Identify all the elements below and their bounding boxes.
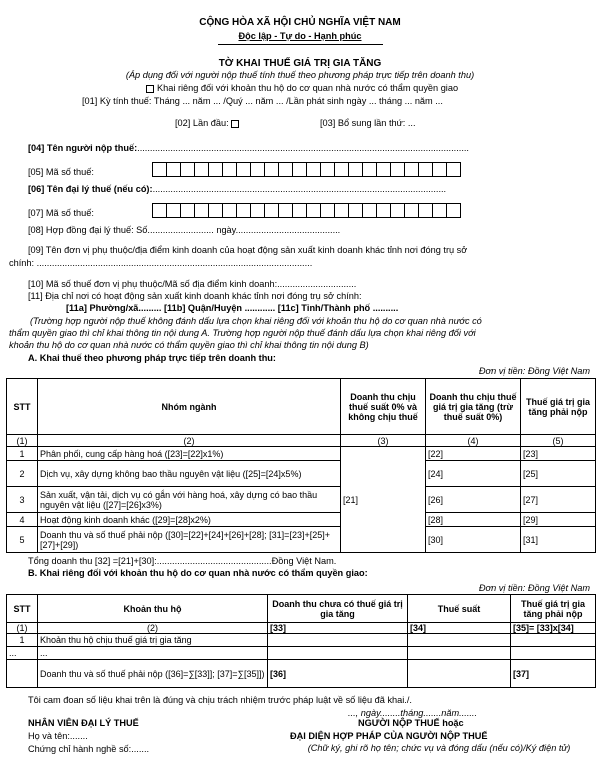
dependent-unit-cont: chính: ............................................................................................................: [9, 258, 313, 268]
signature-date: ..., ngày........tháng.......năm.......: [348, 708, 478, 718]
agent-tax-code-cells[interactable]: [152, 203, 460, 218]
taxpayer-name[interactable]: [04] Tên người nộp thuế:..................................................................................................................................: [28, 143, 469, 153]
table-row: 1 Khoản thu hộ chịu thuế giá trị gia tăng: [7, 634, 596, 647]
note: (Trường hợp người nộp thuế không đánh dấu lựa chọn khai riêng đối với khoản thu hộ do cơ quan nhà nước có: [30, 316, 482, 326]
col-number: [34]: [408, 623, 511, 634]
header-divider: [218, 44, 383, 45]
table-row: 2 Dịch vụ, xây dựng không bao thầu nguyên vật liệu ([25]=[24]x5%) [24] [25]: [7, 461, 596, 487]
col-number: (2): [38, 435, 341, 447]
merged-cell[interactable]: [21]: [341, 447, 426, 553]
motto: Độc lập - Tự do - Hạnh phúc: [238, 31, 362, 41]
table-row: 4 Hoạt động kinh doanh khác ([29]=[28]x2%) [28] [29]: [7, 513, 596, 527]
table-row: Doanh thu và số thuế phải nộp ([36]=∑[33]]; [37]=∑[35]]) [36] [37]: [7, 660, 596, 688]
dependent-unit: [09] Tên đơn vị phụ thuộc/địa điểm kinh doanh của hoạt động sản xuất kinh doanh khác tỉnh nơi đóng trụ sở: [28, 245, 468, 255]
dependent-tax-code: [10] Mã số thuế đơn vị phụ thuộc/Mã số địa điểm kinh doanh:...............................: [28, 279, 357, 289]
table-row: 5 Doanh thu và số thuế phải nộp ([30]=[22]+[24]+[26]+[28]; [31]=[23]+[25]+[27]+[29]) [30] [31]: [7, 527, 596, 553]
taxpayer-rep-title: ĐẠI DIỆN HỢP PHÁP CỦA NGƯỜI NỘP THUẾ: [290, 731, 488, 741]
agent-name: Họ và tên:.......: [28, 731, 88, 741]
tax-period: [01] Kỳ tính thuế: Tháng ... năm ... /Quý ... năm ... /Lần phát sinh ngày ... tháng ... năm ...: [82, 96, 443, 106]
total-revenue: Tổng doanh thu [32] =[21]+[30]:.............................................Đồng Việt Nam.: [28, 556, 337, 566]
taxpayer-title: NGƯỜI NỘP THUẾ hoặc: [358, 718, 464, 728]
table-row: 1 Phân phối, cung cấp hàng hoá ([23]=[22]x1%) [21] [22] [23]: [7, 447, 596, 461]
col-header: Doanh thu chịu thuế suất 0% và không chịu thuế: [341, 379, 426, 435]
agent-contract: [08] Hợp đồng đại lý thuế: Số.......................... ngày.........................................: [28, 225, 341, 235]
section-a-unit: Đơn vị tiền: Đồng Việt Nam: [478, 366, 590, 376]
section-a-table: [6, 378, 596, 553]
col-number: (4): [426, 435, 521, 447]
agent-name[interactable]: [06] Tên đại lý thuế (nếu có):...................................................................................................................: [28, 184, 447, 194]
col-header: STT: [7, 379, 38, 435]
table-row: ... ...: [7, 647, 596, 660]
col-number: (1): [7, 623, 38, 634]
supplement: [03] Bổ sung lần thứ: ...: [320, 118, 416, 128]
first-time[interactable]: [02] Lần đầu:: [175, 118, 242, 128]
section-b-table: [6, 594, 596, 688]
checkbox-icon[interactable]: [146, 85, 154, 93]
col-number: (2): [38, 623, 268, 634]
agent-title: NHÂN VIÊN ĐẠI LÝ THUẾ: [28, 718, 139, 728]
note-cont2: khoản thu hộ do cơ quan nhà nước có thẩm quyền giao thì chỉ khai thông tin nội dung B): [9, 340, 369, 350]
checkbox-icon[interactable]: [231, 120, 239, 128]
section-a-title: A. Khai thuế theo phương pháp trực tiếp trên doanh thu:: [28, 353, 276, 363]
tax-code[interactable]: [05] Mã số thuế:: [28, 162, 460, 177]
agent-tax-code[interactable]: [07] Mã số thuế:: [28, 203, 460, 218]
col-header: Thuế giá trị gia tăng phải nộp: [511, 595, 596, 623]
col-header: Doanh thu chưa có thuế giá trị gia tăng: [268, 595, 408, 623]
business-address: [11] Địa chỉ nơi có hoạt động sản xuất kinh doanh khác tỉnh nơi đóng trụ sở chính:: [28, 291, 362, 301]
col-number: (5): [521, 435, 596, 447]
col-header: Thuế giá trị gia tăng phải nộp: [521, 379, 596, 435]
section-b-title: B. Khai riêng đối với khoản thu hộ do cơ quan nhà nước có thẩm quyền giao:: [28, 568, 368, 578]
taxpayer-sign-note: (Chữ ký, ghi rõ họ tên; chức vụ và đóng dấu (nếu có)/Ký điện tử): [307, 743, 571, 753]
section-b-unit: Đơn vị tiền: Đồng Việt Nam: [478, 583, 590, 593]
separate-option[interactable]: Khai riêng đối với khoản thu hộ do cơ quan nhà nước có thẩm quyền giao: [146, 83, 458, 93]
note-cont: thẩm quyền giao thì chỉ khai thông tin nội dung A. Trường hợp người nộp thuế đánh dấu lựa chọn khai riêng đối với: [9, 328, 476, 338]
declaration: Tôi cam đoan số liệu khai trên là đúng và chịu trách nhiệm trước pháp luật về số liệu đã khai./.: [28, 695, 412, 705]
table-row: 3 Sản xuất, vận tải, dịch vụ có gắn với hàng hoá, xây dựng có bao thầu nguyên vật liệu ([27]=[26]x3%) [26] [27]: [7, 487, 596, 513]
col-header: STT: [7, 595, 38, 623]
col-number: [33]: [268, 623, 408, 634]
address-parts: [11a] Phường/xã......... [11b] Quận/Huyện ............ [11c] Tỉnh/Thành phố ..........: [66, 303, 399, 313]
col-header: Thuế suất: [408, 595, 511, 623]
col-number: (3): [341, 435, 426, 447]
tax-code-cells[interactable]: [152, 162, 460, 177]
col-header: Doanh thu chịu thuế giá trị gia tăng (trừ thuế suất 0%): [426, 379, 521, 435]
col-number: [35]= [33]x[34]: [511, 623, 596, 634]
country-name: CỘNG HÒA XÃ HỘI CHỦ NGHĨA VIỆT NAM: [199, 17, 401, 28]
form-title: TỜ KHAI THUẾ GIÁ TRỊ GIA TĂNG: [218, 58, 382, 69]
form-subtitle: (Áp dụng đối với người nộp thuế tính thuế theo phương pháp trực tiếp trên doanh thu): [125, 70, 475, 80]
col-header: Nhóm ngành: [38, 379, 341, 435]
col-header: Khoản thu hộ: [38, 595, 268, 623]
col-number: (1): [7, 435, 38, 447]
agent-cert: Chứng chỉ hành nghề số:.......: [28, 744, 150, 754]
